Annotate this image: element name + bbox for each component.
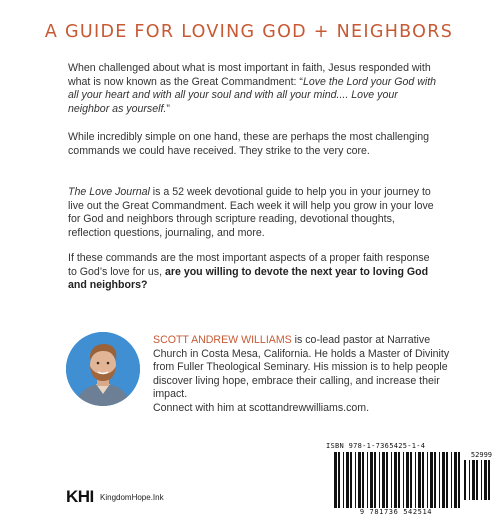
p4-bold: are you willing to devote the next year to loving God and neighbors? <box>68 265 429 292</box>
author-connect: Connect with him at scottandrewwilliams.com. <box>153 401 370 414</box>
publisher-site: KingdomHope.Ink <box>100 493 164 502</box>
journal-title: The Love Journal <box>68 186 150 198</box>
isbn-number: ISBN 978-1-7365425-1-4 <box>326 442 426 450</box>
author-avatar <box>66 332 140 406</box>
publisher-logo: KHI <box>66 487 94 506</box>
author-bio <box>153 334 453 416</box>
p1-intro: When challenged about what is most important in faith, Jesus responded with what is now known as the Great Commandment: “ <box>68 62 431 88</box>
author-name: SCOTT ANDREW WILLIAMS <box>153 334 292 346</box>
price-barcode-bars <box>464 460 492 500</box>
p4-plain: If these commands are the most important aspects of a proper faith response to God’s love for us, <box>68 252 430 278</box>
price-code: 52999 <box>470 451 492 459</box>
p1-quote: Love the Lord your God with all your heart and with all your soul and with all your mind.... Love your neighbor as yourself. <box>68 75 437 115</box>
barcode-bars <box>334 452 462 508</box>
isbn-barcode <box>326 442 494 518</box>
p3-rest: is a 52 week devotional guide to help you in your journey to live out the Great Commandment. Each week it will help you grow in your love for God and neighbors through scripture reading, devotional thoughts, reflection questions, journaling, and more. <box>68 186 434 239</box>
paragraph-great-commandment <box>68 62 440 116</box>
paragraph-description <box>68 186 440 240</box>
barcode-digits: 9 781736 542514 <box>359 508 433 516</box>
p1-end: ” <box>166 102 170 115</box>
author-bio-text: is co-lead pastor at Narrative Church in Costa Mesa, California. He holds a Master of Divinity from Fuller Theological Seminary. His mission is to help people discover living hope, embrace their calling, and increase their impact. <box>153 334 450 401</box>
paragraph-call-to-action <box>68 252 440 293</box>
author-photo-illustration <box>66 332 140 406</box>
book-title: A GUIDE FOR LOVING GOD + NEIGHBORS <box>44 22 454 42</box>
paragraph-challenge: While incredibly simple on one hand, these are perhaps the most challenging commands we could have received. They strike to the very core. <box>68 131 429 157</box>
